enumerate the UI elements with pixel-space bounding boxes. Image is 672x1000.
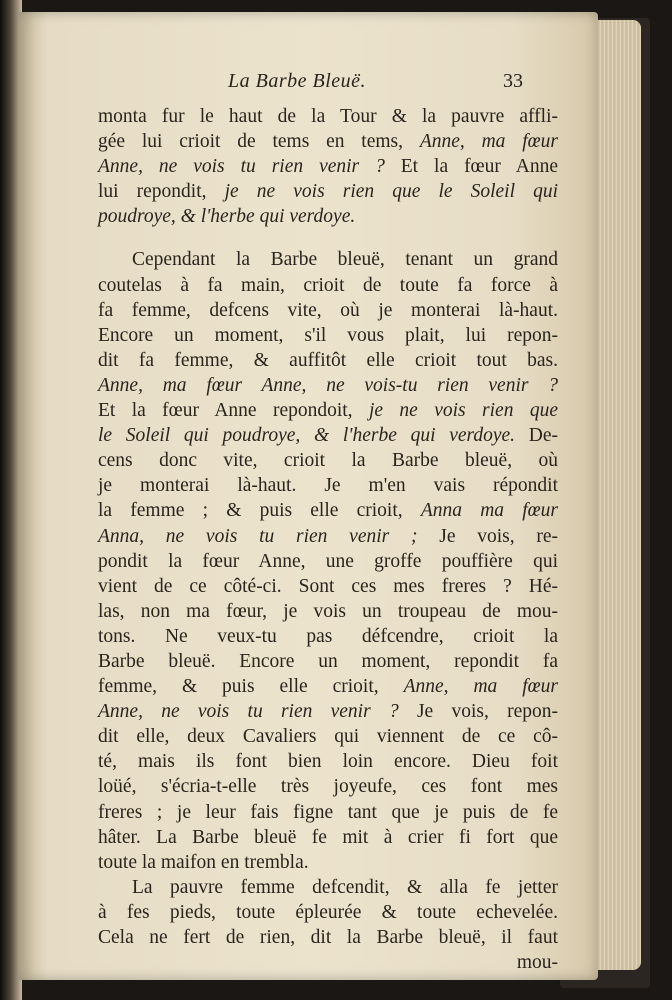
text-line: tons. Ne veux-tu pas défcendre, crioit la	[98, 625, 558, 647]
text-line: vient de ce côté-ci. Sont ces mes freres ? Hé-	[98, 575, 558, 597]
text-line: loüé, s'écria-t-elle très joyeufe, ces font mes	[98, 776, 558, 798]
book-page	[18, 12, 598, 980]
text-line: je monterai là-haut. Je m'en vais répondit	[98, 475, 558, 497]
text-line: fa femme, defcens vite, où je monterai là-haut.	[98, 299, 558, 321]
text-line: Barbe bleuë. Encore un moment, repondit fa	[98, 650, 558, 672]
text-line: monta fur le haut de la Tour & la pauvre affli-	[98, 106, 558, 127]
text-line: femme, & puis elle crioit, Anne, ma fœur	[98, 676, 558, 698]
paragraph-gap	[98, 229, 558, 247]
text-line: lui repondit, je ne vois rien que le Soleil qui	[98, 181, 558, 203]
text-line: Anne, ma fœur Anne, ne vois-tu rien venir ?	[98, 374, 558, 396]
text-line: Et la fœur Anne repondoit, je ne vois rien que	[98, 400, 558, 422]
text-line: dit elle, deux Cavaliers qui viennent de ce cô-	[98, 726, 558, 748]
text-line: Anna, ne vois tu rien venir ; Je vois, re-	[98, 525, 558, 547]
text-line: Anne, ne vois tu rien venir ? Je vois, repon-	[98, 701, 558, 723]
text-line: cens donc vite, crioit la Barbe bleuë, où	[98, 450, 558, 472]
catchword: mou-	[516, 952, 558, 974]
text-line: toute la maifon en trembla.	[98, 851, 309, 873]
running-head: La Barbe Bleuë.	[228, 70, 367, 92]
text-line: freres ; je leur fais figne tant que je puis de fe	[98, 801, 558, 823]
text-line: hâter. La Barbe bleuë fe mit à crier fi fort que	[98, 826, 558, 848]
text-line: Encore un moment, s'il vous plait, lui repon-	[98, 324, 558, 346]
text-line: la femme ; & puis elle crioit, Anna ma fœur	[98, 500, 558, 522]
text-line: Cela ne fert de rien, dit la Barbe bleuë, il faut	[98, 927, 558, 948]
body-text	[98, 104, 558, 975]
page-number: 33	[503, 70, 523, 92]
text-line: coutelas à fa main, crioit de toute fa force à	[98, 274, 558, 296]
text-line: dit fa femme, & auffitôt elle crioit tout bas.	[98, 349, 558, 371]
text-line: le Soleil qui poudroye, & l'herbe qui verdoye. De-	[98, 425, 558, 447]
text-line: Cependant la Barbe bleuë, tenant un grand	[132, 249, 558, 271]
text-line: à fes pieds, toute épleurée & toute echevelée.	[98, 901, 558, 923]
text-line: Anne, ne vois tu rien venir ? Et la fœur Anne	[98, 156, 558, 178]
text-line: pondit la fœur Anne, une groffe pouffière qui	[98, 550, 558, 572]
text-line: las, non ma fœur, je vois un troupeau de mou-	[98, 600, 558, 622]
text-line: poudroye, & l'herbe qui verdoye.	[98, 206, 356, 228]
text-line: La pauvre femme defcendit, & alla fe jetter	[132, 876, 558, 898]
text-line: té, mais ils font bien loin encore. Dieu foit	[98, 751, 558, 773]
text-line: gée lui crioit de tems en tems, Anne, ma fœur	[98, 131, 558, 153]
